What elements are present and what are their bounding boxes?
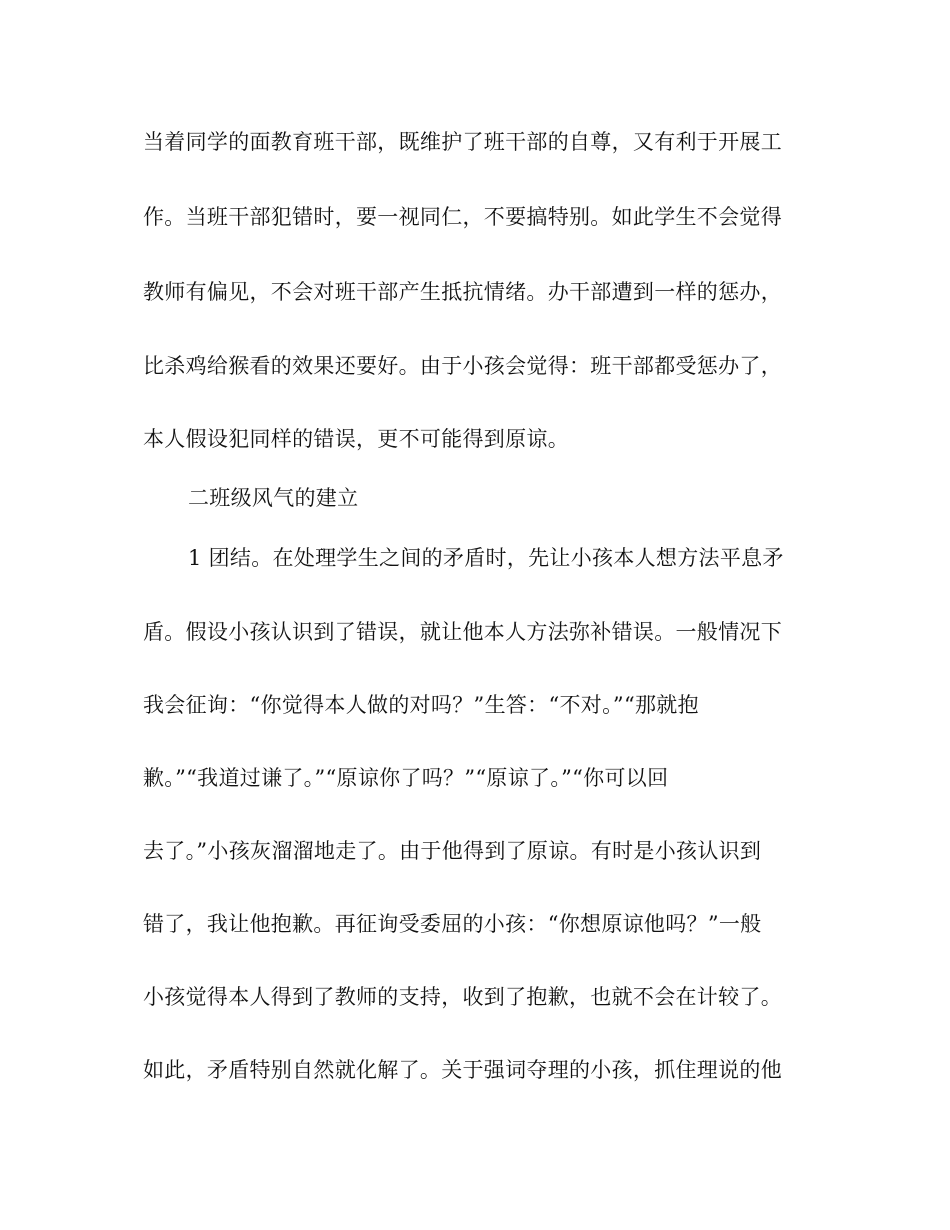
paragraph-line-9: 我会征询：“你觉得本人做的对吗？”生答：“不对。”“那就抱 <box>143 693 699 717</box>
paragraph-line-1: 当着同学的面教育班干部，既维护了班干部的自尊，又有利于开展工 <box>143 130 782 154</box>
paragraph-line-12: 错了，我让他抱歉。再征询受委屈的小孩：“你想原谅他吗？”一般 <box>143 912 762 936</box>
paragraph-line-8: 盾。假设小孩认识到了错误，就让他本人方法弥补错误。一般情况下 <box>143 620 782 644</box>
paragraph-line-7: 1 团结。在处理学生之间的矛盾时，先让小孩本人想方法平息矛 <box>188 546 784 570</box>
paragraph-line-4: 比杀鸡给猴看的效果还要好。由于小孩会觉得：班干部都受惩办了， <box>143 354 782 378</box>
paragraph-line-2: 作。当班干部犯错时，要一视同仁，不要搞特别。如此学生不会觉得 <box>143 205 782 229</box>
paragraph-line-13: 小孩觉得本人得到了教师的支持，收到了抱歉，也就不会在计较了。 <box>143 985 782 1009</box>
paragraph-line-11: 去了。”小孩灰溜溜地走了。由于他得到了原谅。有时是小孩认识到 <box>143 839 762 863</box>
paragraph-line-5: 本人假设犯同样的错误，更不可能得到原谅。 <box>143 427 569 451</box>
paragraph-line-3: 教师有偏见，不会对班干部产生抵抗情绪。办干部遭到一样的惩办， <box>143 280 782 304</box>
paragraph-line-14: 如此，矛盾特别自然就化解了。关于强词夺理的小孩，抓住理说的他 <box>143 1058 782 1082</box>
section-heading: 二班级风气的建立 <box>188 486 359 510</box>
paragraph-line-10: 歉。”“我道过谦了。”“原谅你了吗？”“原谅了。”“你可以回 <box>143 766 669 790</box>
